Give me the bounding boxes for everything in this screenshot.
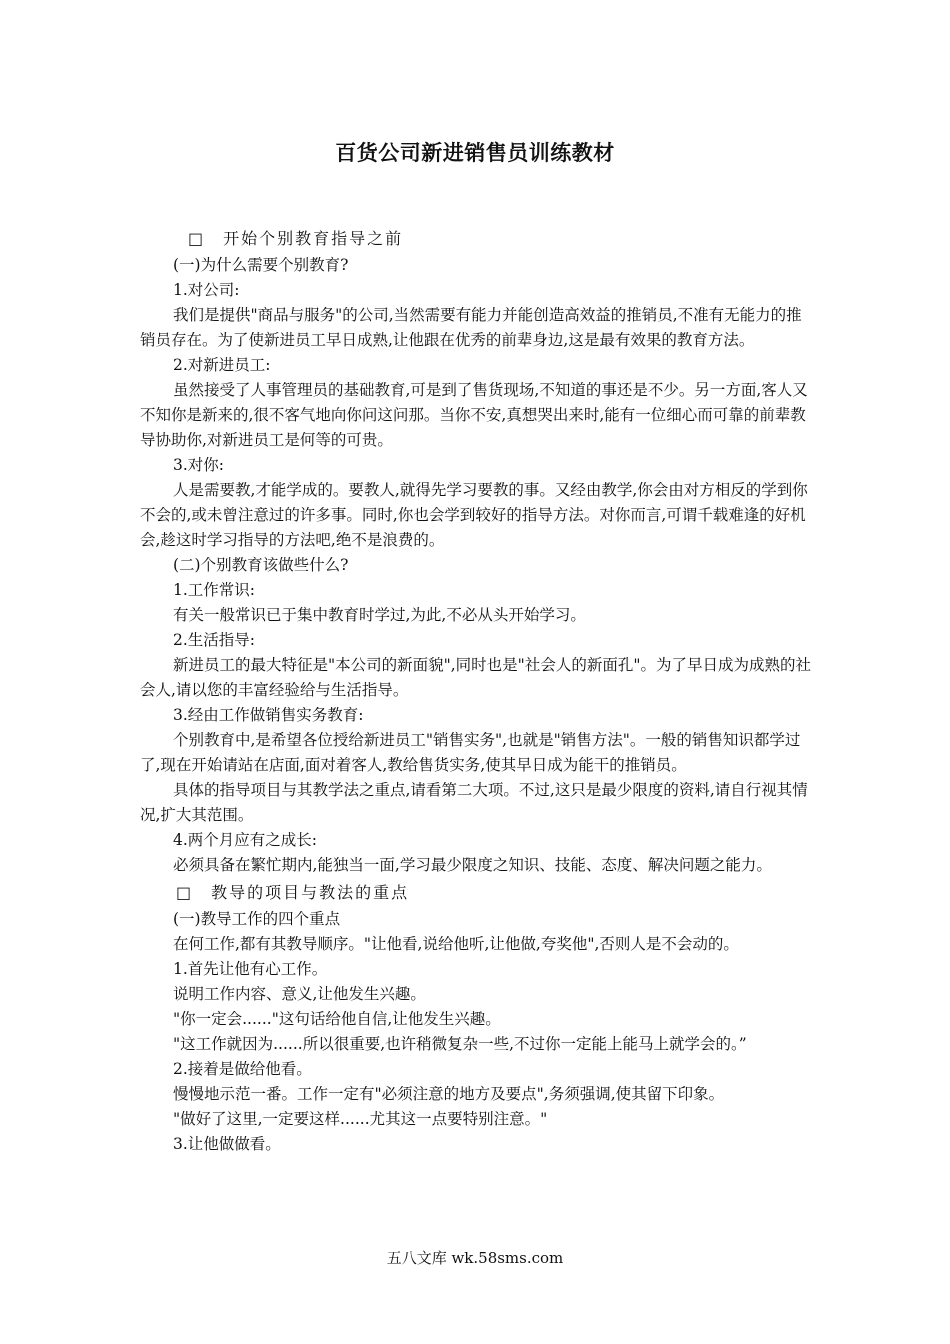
paragraph: 3.经由工作做销售实务教育:	[173, 706, 364, 724]
document-body	[140, 224, 812, 1157]
paragraph: 1.首先让他有心工作。	[173, 960, 328, 978]
paragraph: 说明工作内容、意义,让他发生兴趣。	[173, 985, 426, 1003]
paragraph: 虽然接受了人事管理员的基础教育,可是到了售货现场,不知道的事还是不少。另一方面,客人又不知你是新来的,很不客气地向你问这问那。当你不安,真想哭出来时,能有一位细心而可靠的前辈教导协助你,对新进员工是何等的可贵。	[140, 381, 808, 449]
section-heading: □ 教导的项目与教法的重点	[176, 883, 410, 902]
paragraph: 慢慢地示范一番。工作一定有"必须注意的地方及要点",务须强调,使其留下印象。	[173, 1085, 725, 1103]
paragraph: 必须具备在繁忙期内,能独当一面,学习最少限度之知识、技能、态度、解决问题之能力。	[173, 856, 772, 874]
section-heading: □ 开始个别教育指导之前	[188, 229, 404, 248]
paragraph: 1.对公司:	[173, 281, 240, 299]
paragraph: 4.两个月应有之成长:	[173, 831, 318, 849]
paragraph: 2.接着是做给他看。	[173, 1060, 312, 1078]
paragraph: (一)教导工作的四个重点	[173, 910, 341, 928]
paragraph: 3.让他做做看。	[173, 1135, 281, 1153]
paragraph: "你一定会......"这句话给他自信,让他发生兴趣。	[173, 1010, 501, 1028]
paragraph: 人是需要教,才能学成的。要教人,就得先学习要教的事。又经由教学,你会由对方相反的学到你不会的,或未曾注意过的许多事。同时,你也会学到较好的指导方法。对你而言,可谓千载难逢的好机会,趁这时学习指导的方法吧,绝不是浪费的。	[140, 481, 808, 549]
paragraph: 2.生活指导:	[173, 631, 256, 649]
paragraph: 3.对你:	[173, 456, 225, 474]
paragraph: "这工作就因为......所以很重要,也许稍微复杂一些,不过你一定能上能马上就学会的。”	[173, 1035, 747, 1053]
paragraph: 在何工作,都有其教导顺序。"让他看,说给他听,让他做,夸奖他",否则人是不会动的。	[173, 935, 739, 953]
paragraph: 1.工作常识:	[173, 581, 256, 599]
paragraph: "做好了这里,一定要这样......尤其这一点要特别注意。"	[173, 1110, 548, 1128]
paragraph: (一)为什么需要个别教育?	[173, 256, 349, 274]
document-title: 百货公司新进销售员训练教材	[335, 141, 615, 165]
paragraph: 2.对新进员工:	[173, 356, 271, 374]
paragraph: 新进员工的最大特征是"本公司的新面貌",同时也是"社会人的新面孔"。为了早日成为成熟的社会人,请以您的丰富经验给与生活指导。	[140, 656, 811, 699]
paragraph: 我们是提供"商品与服务"的公司,当然需要有能力并能创造高效益的推销员,不准有无能力的推销员存在。为了使新进员工早日成熟,让他跟在优秀的前辈身边,这是最有效果的教育方法。	[140, 306, 802, 349]
footer-watermark: 五八文库 wk.58sms.com	[386, 1249, 564, 1267]
paragraph: (二)个别教育该做些什么?	[173, 556, 349, 574]
paragraph: 个别教育中,是希望各位授给新进员工"销售实务",也就是"销售方法"。一般的销售知识都学过了,现在开始请站在店面,面对着客人,教给售货实务,使其早日成为能干的推销员。	[140, 731, 801, 774]
paragraph: 具体的指导项目与其教学法之重点,请看第二大项。不过,这只是最少限度的资料,请自行视其情况,扩大其范围。	[140, 781, 808, 824]
paragraph: 有关一般常识已于集中教育时学过,为此,不必从头开始学习。	[173, 606, 586, 624]
